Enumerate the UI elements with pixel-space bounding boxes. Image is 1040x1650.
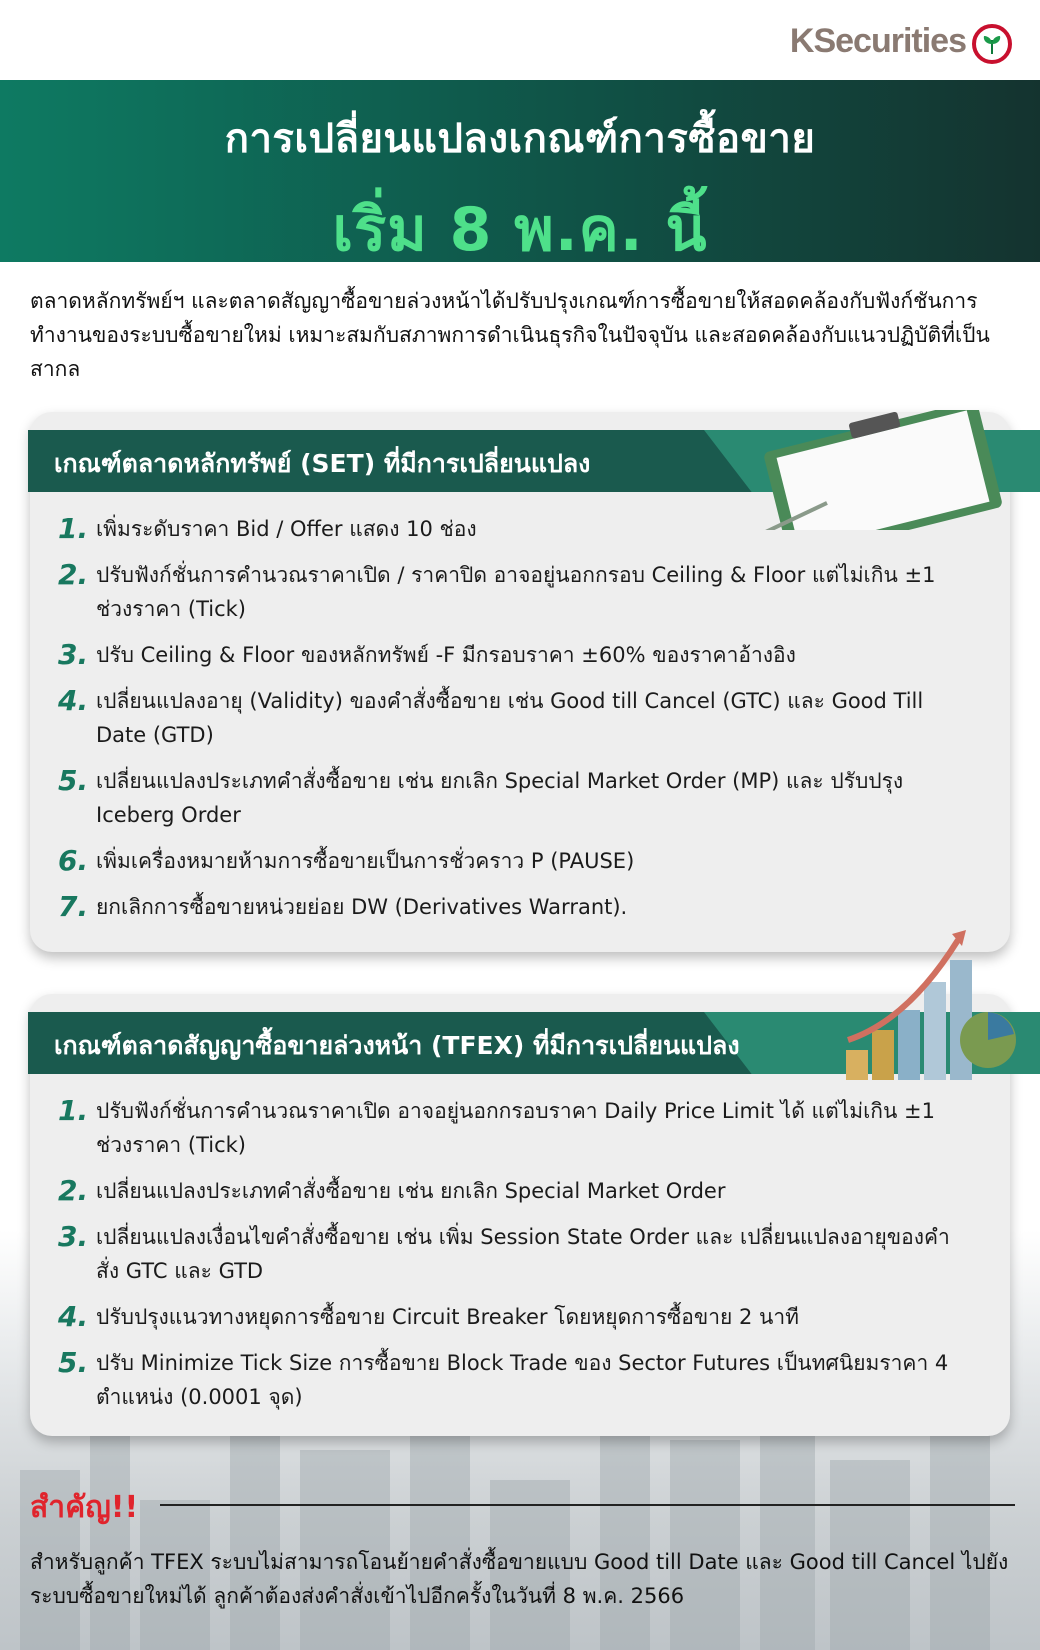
set-items-list (58, 512, 970, 936)
important-text: สำหรับลูกค้า TFEX ระบบไม่สามารถโอนย้ายคำสั่งซื้อขายแบบ Good till Date และ Good till Cancel ไปยังระบบซื้อขายใหม่ได้ ลูกค้าต้องส่งคำสั่งเข้าไปอีกครั้งในวันที่ 8 พ.ค. 2566 (30, 1550, 1009, 1608)
item-number: 3. (58, 1220, 89, 1253)
item-number: 4. (58, 1300, 89, 1333)
item-number: 2. (58, 558, 89, 591)
item-text: ยกเลิกการซื้อขายหน่วยย่อย DW (Derivatives Warrant). (96, 895, 628, 919)
list-item (58, 1300, 970, 1334)
item-text: เปลี่ยนแปลงอายุ (Validity) ของคำสั่งซื้อขาย เช่น Good till Cancel (GTC) และ Good Till Date (GTD) (96, 689, 924, 747)
item-number: 1. (58, 512, 89, 545)
list-item (58, 1174, 970, 1208)
item-text: ปรับปรุงแนวทางหยุดการซื้อขาย Circuit Breaker โดยหยุดการซื้อขาย 2 นาที (96, 1305, 800, 1329)
item-number: 2. (58, 1174, 89, 1207)
list-item (58, 764, 970, 832)
item-number: 7. (58, 890, 89, 923)
set-section-title: เกณฑ์ตลาดหลักทรัพย์ (SET) ที่มีการเปลี่ยนแปลง (54, 449, 591, 478)
brand-name: KSecurities (789, 22, 966, 60)
important-note (30, 1484, 1015, 1613)
item-number: 6. (58, 844, 89, 877)
effective-date: เริ่ม 8 พ.ค. นี้ (332, 195, 708, 265)
list-item (58, 890, 970, 924)
clipboard-icon (700, 410, 1020, 530)
list-item (58, 1220, 970, 1288)
list-item (58, 1094, 970, 1162)
item-number: 5. (58, 1346, 89, 1379)
item-text: ปรับ Ceiling & Floor ของหลักทรัพย์ -F มีกรอบราคา ±60% ของราคาอ้างอิง (96, 643, 796, 667)
item-text: เพิ่มระดับราคา Bid / Offer แสดง 10 ช่อง (96, 517, 477, 541)
item-number: 4. (58, 684, 89, 717)
title-banner (0, 80, 1040, 265)
kbank-leaf-icon (972, 24, 1012, 64)
list-item (58, 558, 970, 626)
item-number: 3. (58, 638, 89, 671)
intro-paragraph: ตลาดหลักทรัพย์ฯ และตลาดสัญญาซื้อขายล่วงหน้าได้ปรับปรุงเกณฑ์การซื้อขายให้สอดคล้องกับฟังก์ชันการทำงานของระบบซื้อขายใหม่ เหมาะสมกับสภาพการดำเนินธุรกิจในปัจจุบัน และสอดคล้องกับแนวปฏิบัติที่เป็นสากล (30, 289, 990, 381)
item-text: เพิ่มเครื่องหมายห้ามการซื้อขายเป็นการชั่วคราว P (PAUSE) (96, 849, 635, 873)
item-text: เปลี่ยนแปลงประเภทคำสั่งซื้อขาย เช่น ยกเลิก Special Market Order (MP) และ ปรับปรุง Iceberg Order (96, 769, 904, 827)
tfex-section-title: เกณฑ์ตลาดสัญญาซื้อขายล่วงหน้า (TFEX) ที่มีการเปลี่ยนแปลง (54, 1031, 740, 1060)
divider (160, 1504, 1015, 1506)
item-text: เปลี่ยนแปลงเงื่อนไขคำสั่งซื้อขาย เช่น เพิ่ม Session State Order และ เปลี่ยนแปลงอายุของคำสั่ง GTC และ GTD (96, 1225, 950, 1283)
item-number: 5. (58, 764, 89, 797)
item-text: ปรับฟังก์ชั่นการคำนวณราคาเปิด / ราคาปิด อาจอยู่นอกกรอบ Ceiling & Floor แต่ไม่เกิน ±1 ช่วงราคา (Tick) (96, 563, 936, 621)
list-item (58, 638, 970, 672)
bar-chart-icon (838, 930, 1018, 1090)
item-text: ปรับ Minimize Tick Size การซื้อขาย Block Trade ของ Sector Futures เป็นทศนิยมราคา 4 ตำแหน่ง (0.0001 จุด) (96, 1351, 949, 1409)
list-item (58, 684, 970, 752)
page-title: การเปลี่ยนแปลงเกณฑ์การซื้อขาย (224, 116, 816, 162)
list-item (58, 844, 970, 878)
item-text: เปลี่ยนแปลงประเภทคำสั่งซื้อขาย เช่น ยกเลิก Special Market Order (96, 1179, 726, 1203)
tfex-items-list (58, 1094, 970, 1426)
list-item (58, 1346, 970, 1414)
item-text: ปรับฟังก์ชั่นการคำนวณราคาเปิด อาจอยู่นอกกรอบราคา Daily Price Limit ได้ แต่ไม่เกิน ±1 ช่วงราคา (Tick) (96, 1099, 935, 1157)
important-title: สำคัญ!! (30, 1490, 139, 1525)
item-number: 1. (58, 1094, 89, 1127)
